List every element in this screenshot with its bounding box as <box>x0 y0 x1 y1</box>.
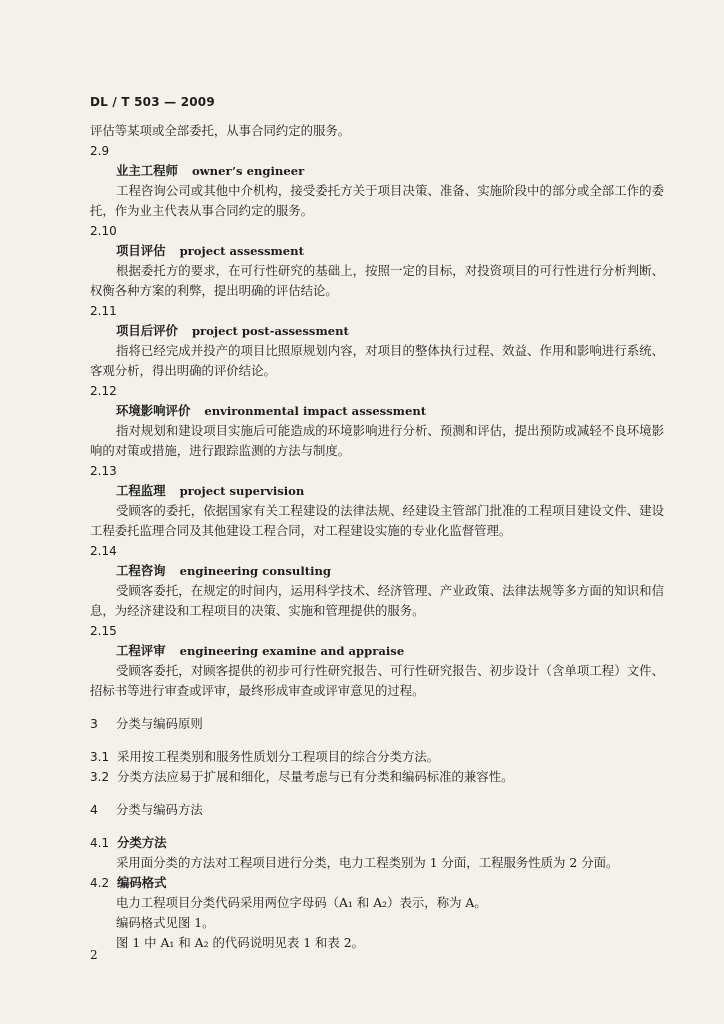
clause-title: 编码格式 <box>117 875 167 890</box>
term-en: environmental impact assessment <box>204 404 427 418</box>
clause-4-2-heading <box>90 873 664 893</box>
term-heading <box>90 161 664 181</box>
clause-text: 分类方法应易于扩展和细化，尽量考虑与已有分类和编码标准的兼容性。 <box>117 769 514 784</box>
clause-title: 分类方法 <box>117 835 167 850</box>
term-en: engineering examine and appraise <box>179 644 405 658</box>
term-number: 2.15 <box>90 624 117 638</box>
term-zh: 业主工程师 <box>116 163 178 178</box>
term-definition: 根据委托方的要求，在可行性研究的基础上，按照一定的目标，对投资项目的可行性进行分析判断、权衡各种方案的利弊，提出明确的评估结论。 <box>90 263 664 298</box>
term-definition: 受顾客的委托，依据国家有关工程建设的法律法规、经建设主管部门批准的工程项目建设文件、建设工程委托监理合同及其他建设工程合同，对工程建设实施的专业化监督管理。 <box>90 503 664 538</box>
term-number: 2.14 <box>90 544 117 558</box>
term-zh: 项目后评价 <box>116 323 178 338</box>
term-en: owner’s engineer <box>191 164 305 178</box>
clause-4-2-line: 编码格式见图 1。 <box>116 915 215 930</box>
term-en: engineering consulting <box>179 564 332 578</box>
term-heading <box>90 641 664 661</box>
section-title: 分类与编码方法 <box>116 802 203 817</box>
clause-4-1-heading <box>90 833 664 853</box>
term-en: project assessment <box>179 244 304 258</box>
term-number: 2.13 <box>90 464 117 478</box>
term-heading <box>90 481 664 501</box>
term-entry-2-15 <box>90 621 664 701</box>
section-number: 4 <box>90 802 98 817</box>
section-title: 分类与编码原则 <box>116 716 203 731</box>
clause-3-1 <box>90 747 664 767</box>
clause-4-2-line: 图 1 中 A₁ 和 A₂ 的代码说明见表 1 和表 2。 <box>116 935 365 950</box>
page-number: 2 <box>90 948 98 962</box>
term-zh: 项目评估 <box>116 243 166 258</box>
section-4-heading <box>90 800 664 820</box>
term-en: project post-assessment <box>191 324 349 338</box>
term-entry-2-10 <box>90 221 664 301</box>
clause-number: 3.2 <box>90 770 110 784</box>
clause-number: 4.2 <box>90 876 110 890</box>
term-zh: 工程监理 <box>116 483 166 498</box>
continued-paragraph: 评估等某项或全部委托，从事合同约定的服务。 <box>90 123 351 138</box>
term-number: 2.10 <box>90 224 117 238</box>
clause-number: 3.1 <box>90 750 110 764</box>
section-3-heading <box>90 714 664 734</box>
term-en: project supervision <box>179 484 305 498</box>
standard-code-header: DL / T 503 — 2009 <box>90 95 215 109</box>
term-number: 2.9 <box>90 144 110 158</box>
clause-number: 4.1 <box>90 836 110 850</box>
term-entry-2-9 <box>90 141 664 221</box>
term-definition: 受顾客委托，在规定的时间内，运用科学技术、经济管理、产业政策、法律法规等多方面的知识和信息，为经济建设和工程项目的决策、实施和管理提供的服务。 <box>90 583 664 618</box>
term-definition: 受顾客委托，对顾客提供的初步可行性研究报告、可行性研究报告、初步设计（含单项工程）文件、招标书等进行审查或评审，最终形成审查或评审意见的过程。 <box>90 663 664 698</box>
clause-4-1-text: 采用面分类的方法对工程项目进行分类，电力工程类别为 1 分面，工程服务性质为 2 分面。 <box>116 855 619 870</box>
term-entry-2-14 <box>90 541 664 621</box>
section-number: 3 <box>90 716 98 731</box>
term-number: 2.11 <box>90 304 117 318</box>
term-definition: 工程咨询公司或其他中介机构，接受委托方关于项目决策、准备、实施阶段中的部分或全部工作的委托，作为业主代表从事合同约定的服务。 <box>90 183 664 218</box>
clause-4-2-line: 电力工程项目分类代码采用两位字母码（A₁ 和 A₂）表示，称为 A。 <box>116 895 487 910</box>
term-heading <box>90 321 664 341</box>
clause-3-2 <box>90 767 664 787</box>
term-heading <box>90 241 664 261</box>
term-heading <box>90 561 664 581</box>
term-zh: 工程评审 <box>116 643 166 658</box>
term-zh: 环境影响评价 <box>116 403 191 418</box>
term-number: 2.12 <box>90 384 117 398</box>
clause-text: 采用按工程类别和服务性质划分工程项目的综合分类方法。 <box>117 749 440 764</box>
term-heading <box>90 401 664 421</box>
term-entry-2-12 <box>90 381 664 461</box>
term-definition: 指对规划和建设项目实施后可能造成的环境影响进行分析、预测和评估，提出预防或减轻不良环境影响的对策或措施，进行跟踪监测的方法与制度。 <box>90 423 664 458</box>
term-entry-2-11 <box>90 301 664 381</box>
term-entry-2-13 <box>90 461 664 541</box>
term-zh: 工程咨询 <box>116 563 166 578</box>
page-content <box>90 121 664 953</box>
term-definition: 指将已经完成并投产的项目比照原规划内容，对项目的整体执行过程、效益、作用和影响进行系统、客观分析，得出明确的评价结论。 <box>90 343 664 378</box>
